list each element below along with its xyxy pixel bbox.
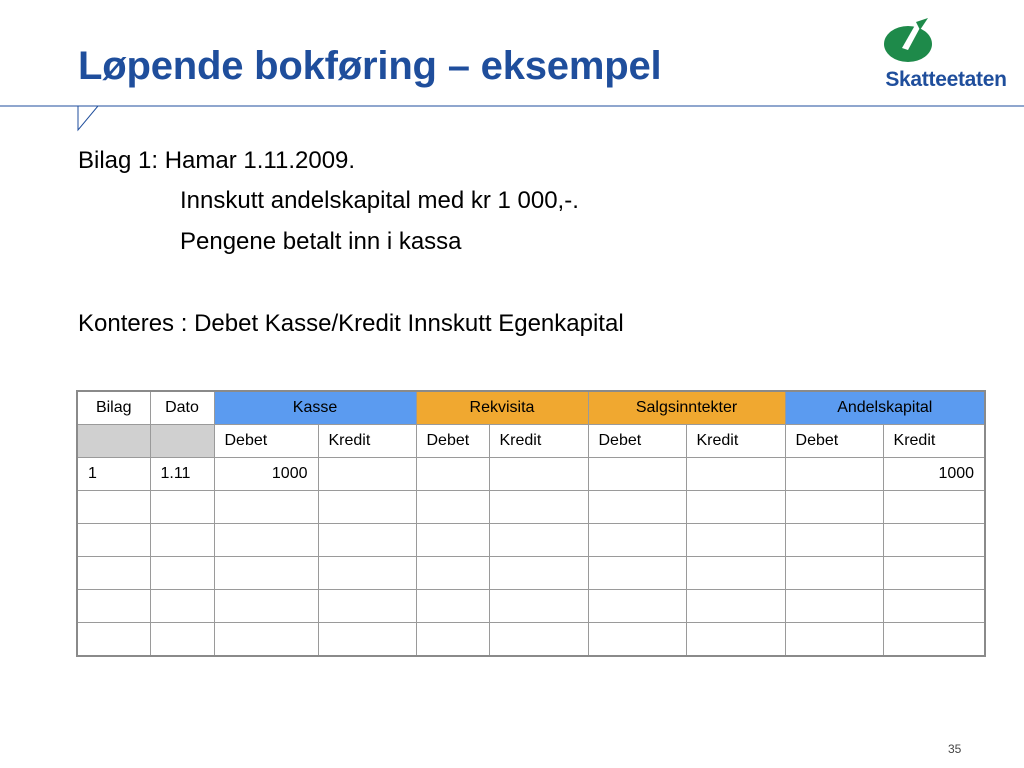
table-row — [77, 590, 985, 623]
table-cell — [883, 590, 985, 623]
table-cell — [489, 458, 588, 491]
table-cell — [588, 590, 686, 623]
table-cell — [883, 524, 985, 557]
table-cell — [214, 557, 318, 590]
table-cell — [489, 557, 588, 590]
table-cell: 1000 — [883, 458, 985, 491]
table-cell — [416, 491, 489, 524]
table-cell — [785, 458, 883, 491]
table-cell — [588, 491, 686, 524]
table-cell — [150, 557, 214, 590]
table-cell — [416, 458, 489, 491]
table-cell — [489, 590, 588, 623]
table-cell — [588, 524, 686, 557]
table-cell — [785, 590, 883, 623]
subheader-debet: Debet — [785, 425, 883, 458]
header-row — [77, 391, 985, 425]
subheader-kredit: Kredit — [489, 425, 588, 458]
table-row — [77, 458, 985, 491]
table-cell — [214, 524, 318, 557]
subheader-empty — [77, 425, 150, 458]
bilag-line: Bilag 1: Hamar 1.11.2009. — [78, 147, 356, 174]
table-cell: 1 — [77, 458, 150, 491]
slide-title: Løpende bokføring – eksempel — [78, 44, 662, 88]
table-cell — [785, 623, 883, 657]
table-row — [77, 491, 985, 524]
table-cell: 1.11 — [150, 458, 214, 491]
table-cell — [686, 623, 785, 657]
skatteetaten-logo — [876, 18, 1016, 98]
page-number: 35 — [948, 742, 962, 756]
table-cell — [785, 557, 883, 590]
table-cell — [318, 590, 416, 623]
header-andelskapital: Andelskapital — [785, 391, 985, 425]
table-cell — [416, 590, 489, 623]
table-cell — [77, 590, 150, 623]
logo-text: Skatteetaten — [885, 68, 1007, 91]
table-cell — [416, 557, 489, 590]
table-cell — [883, 491, 985, 524]
table-cell — [785, 491, 883, 524]
table-cell — [77, 524, 150, 557]
header-rule — [0, 96, 1024, 136]
table-cell — [77, 557, 150, 590]
subheader-debet: Debet — [416, 425, 489, 458]
table-cell — [588, 557, 686, 590]
table-cell — [318, 491, 416, 524]
table-cell — [150, 623, 214, 657]
header-bilag: Bilag — [77, 391, 150, 425]
table-cell — [489, 524, 588, 557]
table-cell — [588, 458, 686, 491]
leaf-logo-icon — [882, 18, 938, 64]
table-cell — [489, 491, 588, 524]
table-row — [77, 557, 985, 590]
table-cell — [785, 524, 883, 557]
table-cell — [214, 623, 318, 657]
ledger-body — [77, 458, 985, 657]
konteres-line: Konteres : Debet Kasse/Kredit Innskutt Egenkapital — [78, 310, 624, 337]
table-cell — [150, 524, 214, 557]
table-cell — [150, 491, 214, 524]
header-salgsinntekter: Salgsinntekter — [588, 391, 785, 425]
table-cell — [77, 623, 150, 657]
header-kasse: Kasse — [214, 391, 416, 425]
table-cell — [318, 623, 416, 657]
table-cell — [883, 557, 985, 590]
subheader-kredit: Kredit — [686, 425, 785, 458]
table-cell — [883, 623, 985, 657]
subheader-debet: Debet — [588, 425, 686, 458]
table-cell — [416, 524, 489, 557]
table-cell — [150, 590, 214, 623]
subheader-empty — [150, 425, 214, 458]
description-line: Innskutt andelskapital med kr 1 000,-. — [180, 187, 579, 214]
table-cell — [318, 557, 416, 590]
table-row — [77, 623, 985, 657]
subheader-kredit: Kredit — [883, 425, 985, 458]
table-cell — [77, 491, 150, 524]
subheader-kredit: Kredit — [318, 425, 416, 458]
subheader-row — [77, 425, 985, 458]
table-cell — [318, 458, 416, 491]
header-dato: Dato — [150, 391, 214, 425]
table-cell: 1000 — [214, 458, 318, 491]
table-cell — [318, 524, 416, 557]
table-cell — [686, 590, 785, 623]
table-cell — [489, 623, 588, 657]
header-rekvisita: Rekvisita — [416, 391, 588, 425]
table-cell — [686, 557, 785, 590]
table-cell — [686, 524, 785, 557]
table-cell — [214, 491, 318, 524]
table-cell — [686, 458, 785, 491]
table-cell — [214, 590, 318, 623]
table-cell — [686, 491, 785, 524]
table-cell — [416, 623, 489, 657]
payment-line: Pengene betalt inn i kassa — [180, 228, 462, 255]
table-row — [77, 524, 985, 557]
table-cell — [588, 623, 686, 657]
ledger-table — [76, 390, 986, 657]
subheader-debet: Debet — [214, 425, 318, 458]
